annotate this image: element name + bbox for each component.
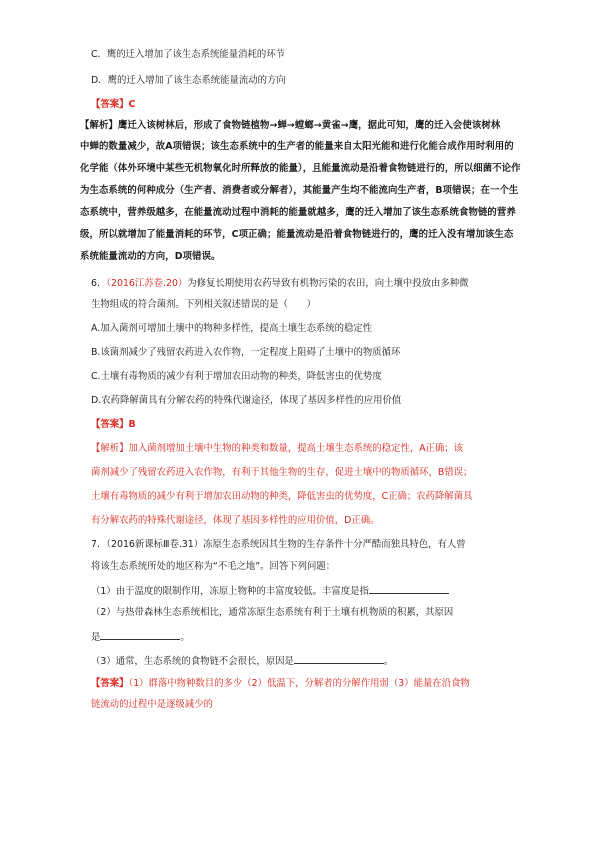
- q6-analysis-line: 【解析】加入菌剂增加土壤中生物的种类和数量，提高土壤生态系统的稳定性，A正确；该: [91, 443, 464, 454]
- q6-analysis-line: 土壤有毒物质的减少有利于增加农田动物的种类，降低害虫的优势度，C正确；农药降解菌具: [91, 491, 473, 502]
- q5-option-d: D．鹰的迁入增加了该生态系统能量流动的方向: [91, 75, 286, 86]
- q6-number: 6．: [91, 278, 107, 289]
- q7-number: 7．: [91, 539, 107, 550]
- q6-option-b: B.该菌剂减少了残留农药进入农作物，一定程度上阻碍了土壤中的物质循环: [91, 347, 401, 358]
- q7-stem-line2: 将该生态系统所处的地区称为“不毛之地”。回答下列问题：: [91, 561, 336, 572]
- q6-analysis-line: 菌剂减少了残留农药进入农作物，有利于其他生物的生存，促进土壤中的物质循环，B错误；: [91, 467, 473, 478]
- q6-option-a: A.加入菌剂可增加土壤中的物种多样性，提高土壤生态系统的稳定性: [91, 323, 373, 334]
- q6-option-c: C.土壤有毒物质的减少有利于增加农田动物的种类，降低害虫的优势度: [91, 371, 382, 382]
- answer-blank[interactable]: [100, 630, 180, 640]
- q7-sub-question-1: [91, 584, 449, 598]
- q6-stem-line1: [91, 278, 469, 290]
- q6-answer: [91, 419, 136, 431]
- q7-sub-question-2b: 是 。: [91, 632, 190, 643]
- q5-answer: [91, 99, 135, 111]
- q5-analysis-line: 【解析】鹰迁入该树林后，形成了食物链植物→蝉→螳螂→黄雀→鹰，据此可知，鹰的迁入会使该树林: [80, 120, 501, 131]
- q7-sub3-text: （3）通常，生态系统的食物链不会很长，原因是: [91, 656, 294, 667]
- q7-answer-line1: [91, 678, 470, 690]
- q6-stem-line2: 生物组成的符合菌剂。下列相关叙述错误的是（ ）: [91, 299, 317, 310]
- q5-analysis-line: 态系统中，营养级越多，在能量流动过程中消耗的能量就越多，鹰的迁入增加了该生态系统食物链的营养: [80, 207, 516, 218]
- q6-option-d: D.农药降解菌具有分解农药的特殊代谢途径，体现了基因多样性的应用价值: [91, 395, 402, 406]
- q5-analysis-line: 化学能（体外环境中某些无机物氧化时所释放的能量），且能量流动是沿着食物链进行的，所以细菌不论作: [80, 163, 521, 174]
- q7-answer-line2: 链流动的过程中是逐级减少的: [91, 699, 213, 710]
- q7-sub-question-2a: （2）与热带森林生态系统相比，通常冻原生态系统有利于土壤有机物质的积累，其原因: [91, 607, 454, 618]
- q5-answer-label: 【答案】: [91, 99, 129, 110]
- q7-answer-label: 【答案】: [91, 678, 129, 689]
- q5-analysis-line: 系统能量流动的方向，D项错误。: [80, 251, 221, 262]
- q6-stem: 为修复长期使用农药导致有机物污染的农田，向土壤中投放由多种微: [187, 278, 469, 289]
- answer-blank[interactable]: [294, 654, 384, 664]
- answer-blank[interactable]: [369, 584, 449, 594]
- q5-answer-value: C: [128, 99, 136, 110]
- q5-analysis-line: 级，所以就增加了能量消耗的环节，C项正确；能量流动是沿着食物链进行的，鹰的迁入没有增加该生态: [80, 229, 514, 240]
- q6-answer-value: B: [128, 419, 136, 430]
- q5-analysis-line: 中蝉的数量减少，故A项错误；该生态系统中的生产者的能量来自太阳光能和进行化能合成作用时利用的: [80, 141, 514, 152]
- q5-analysis-block: [80, 116, 545, 268]
- q7-sub-question-3: （3）通常，生态系统的食物链不会很长，原因是 。: [91, 656, 394, 667]
- q7-source: （2016新课标Ⅲ卷.31）: [106, 539, 204, 550]
- q7-stem-line1: [91, 539, 466, 551]
- q6-analysis-line: 有分解农药的特殊代谢途径，体现了基因多样性的应用价值，D正确。: [91, 515, 380, 526]
- q7-sub1-text: （1）由于温度的限制作用，冻原上物种的丰富度较低。丰富度是指: [91, 586, 369, 597]
- q7-answer-text: （1）群落中物种数目的多少（2）低温下，分解者的分解作用弱（3）能量在沿食物: [128, 678, 470, 689]
- q6-source: （2016江苏卷.20）: [106, 278, 188, 289]
- q7-stem: 冻原生态系统因其生物的生存条件十分严酷而独具特色，有人曾: [203, 539, 466, 550]
- q6-answer-label: 【答案】: [91, 419, 129, 430]
- q5-analysis-line: 为生态系统的何种成分（生产者、消费者或分解者），其能量产生均不能流向生产者，B项错误；在一个生: [80, 185, 519, 196]
- q5-option-c: C．鹰的迁入增加了该生态系统能量消耗的环节: [91, 49, 286, 60]
- q7-sub2b-text: 是: [91, 632, 101, 643]
